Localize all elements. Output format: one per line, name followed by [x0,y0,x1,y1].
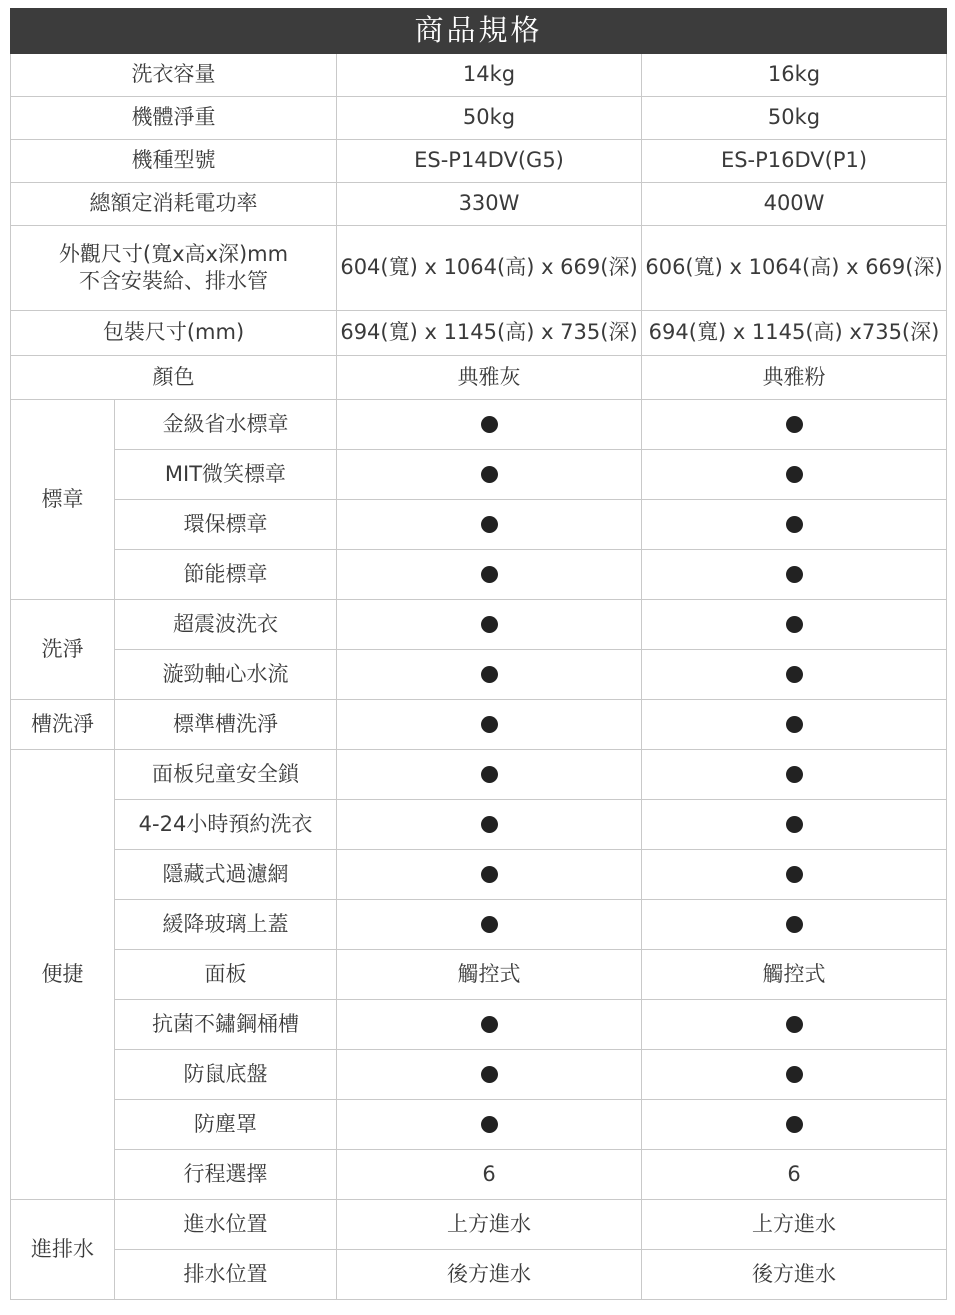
category-badges: 標章 [11,400,115,600]
feature-value-model-2 [642,800,947,850]
bullet-dot-icon [481,566,498,583]
feature-value-model-1 [337,700,642,750]
feature-value-model-2 [642,750,947,800]
bullet-dot-icon [786,666,803,683]
feature-label: 漩勁軸心水流 [115,650,337,700]
spec-value-model-2: 400W [642,183,947,226]
feature-row [11,500,947,550]
spec-label [11,226,337,311]
spec-row-power [11,183,947,226]
bullet-dot-icon [786,866,803,883]
spec-label: 機體淨重 [11,97,337,140]
bullet-dot-icon [481,866,498,883]
bullet-dot-icon [481,1016,498,1033]
feature-value-model-2 [642,500,947,550]
feature-value-model-2 [642,1050,947,1100]
spec-value-model-2: 50kg [642,97,947,140]
feature-value-model-2 [642,700,947,750]
spec-label: 包裝尺寸(mm) [11,311,337,356]
feature-label: 行程選擇 [115,1150,337,1200]
category-water: 進排水 [11,1200,115,1300]
feature-row [11,700,947,750]
feature-value-model-1 [337,500,642,550]
bullet-dot-icon [786,416,803,433]
bullet-dot-icon [481,466,498,483]
feature-row [11,450,947,500]
bullet-dot-icon [786,1116,803,1133]
bullet-dot-icon [786,766,803,783]
spec-label: 總額定消耗電功率 [11,183,337,226]
feature-row [11,950,947,1000]
spec-value-model-1: 典雅灰 [337,356,642,400]
spec-row-color [11,356,947,400]
feature-label: 進水位置 [115,1200,337,1250]
feature-row [11,1250,947,1300]
feature-value-model-2 [642,1000,947,1050]
spec-value-model-2: 16kg [642,54,947,97]
spec-row-package [11,311,947,356]
feature-value-model-1: 6 [337,1150,642,1200]
feature-label: 面板兒童安全鎖 [115,750,337,800]
feature-value-model-1 [337,450,642,500]
spec-value-model-1: 604(寬) x 1064(高) x 669(深) [337,226,642,311]
feature-label: 超震波洗衣 [115,600,337,650]
feature-value-model-2: 後方進水 [642,1250,947,1300]
table-title: 商品規格 [11,9,947,54]
spec-value-model-1: 50kg [337,97,642,140]
feature-row [11,750,947,800]
dimension-label-line1: 外觀尺寸(寬x高x深)mm [58,241,289,266]
bullet-dot-icon [481,516,498,533]
feature-value-model-1 [337,750,642,800]
bullet-dot-icon [786,1066,803,1083]
bullet-dot-icon [481,666,498,683]
bullet-dot-icon [786,516,803,533]
dimension-label-line2: 不含安裝給、排水管 [79,269,268,293]
spec-value-model-2: ES-P16DV(P1) [642,140,947,183]
feature-value-model-2 [642,550,947,600]
feature-value-model-2: 上方進水 [642,1200,947,1250]
spec-label: 洗衣容量 [11,54,337,97]
feature-label: 面板 [115,950,337,1000]
category-tub: 槽洗淨 [11,700,115,750]
category-wash: 洗淨 [11,600,115,700]
feature-row [11,600,947,650]
feature-row [11,1150,947,1200]
spec-row-capacity [11,54,947,97]
bullet-dot-icon [481,916,498,933]
spec-table [10,8,947,1300]
feature-row [11,900,947,950]
feature-label: 環保標章 [115,500,337,550]
bullet-dot-icon [481,416,498,433]
bullet-dot-icon [786,816,803,833]
feature-value-model-1: 觸控式 [337,950,642,1000]
spec-value-model-2: 606(寬) x 1064(高) x 669(深) [642,226,947,311]
feature-value-model-2 [642,850,947,900]
spec-row-model [11,140,947,183]
feature-row [11,1200,947,1250]
feature-value-model-2 [642,1100,947,1150]
feature-value-model-1 [337,1000,642,1050]
feature-value-model-1 [337,550,642,600]
feature-label: 排水位置 [115,1250,337,1300]
feature-row [11,1100,947,1150]
bullet-dot-icon [481,1116,498,1133]
feature-row [11,550,947,600]
feature-label: MIT微笑標章 [115,450,337,500]
feature-value-model-2 [642,450,947,500]
feature-value-model-2 [642,650,947,700]
feature-label: 隱藏式過濾網 [115,850,337,900]
bullet-dot-icon [786,1016,803,1033]
bullet-dot-icon [481,716,498,733]
feature-row [11,850,947,900]
bullet-dot-icon [786,466,803,483]
feature-label: 金級省水標章 [115,400,337,450]
feature-row [11,800,947,850]
feature-label: 防塵罩 [115,1100,337,1150]
spec-value-model-1: 694(寬) x 1145(高) x 735(深) [337,311,642,356]
spec-value-model-1: ES-P14DV(G5) [337,140,642,183]
feature-label: 標準槽洗淨 [115,700,337,750]
feature-row [11,1050,947,1100]
feature-value-model-1 [337,1050,642,1100]
feature-value-model-2 [642,400,947,450]
spec-value-model-1: 14kg [337,54,642,97]
feature-value-model-1 [337,800,642,850]
feature-value-model-2: 觸控式 [642,950,947,1000]
feature-value-model-1 [337,1100,642,1150]
feature-label: 緩降玻璃上蓋 [115,900,337,950]
feature-label: 節能標章 [115,550,337,600]
feature-value-model-2 [642,600,947,650]
feature-value-model-1 [337,850,642,900]
bullet-dot-icon [481,616,498,633]
feature-value-model-1 [337,900,642,950]
spec-value-model-1: 330W [337,183,642,226]
feature-value-model-1: 上方進水 [337,1200,642,1250]
feature-row [11,400,947,450]
feature-row [11,1000,947,1050]
feature-label: 抗菌不鏽鋼桶槽 [115,1000,337,1050]
feature-value-model-1: 後方進水 [337,1250,642,1300]
feature-value-model-1 [337,600,642,650]
category-convenience: 便捷 [11,750,115,1200]
bullet-dot-icon [786,566,803,583]
bullet-dot-icon [786,616,803,633]
spec-row-weight [11,97,947,140]
feature-label: 4-24小時預約洗衣 [115,800,337,850]
bullet-dot-icon [786,716,803,733]
bullet-dot-icon [786,916,803,933]
feature-value-model-1 [337,400,642,450]
feature-value-model-1 [337,650,642,700]
feature-value-model-2: 6 [642,1150,947,1200]
spec-value-model-2: 694(寬) x 1145(高) x735(深) [642,311,947,356]
feature-label: 防鼠底盤 [115,1050,337,1100]
spec-table-body [11,9,947,1300]
bullet-dot-icon [481,816,498,833]
feature-row [11,650,947,700]
feature-value-model-2 [642,900,947,950]
spec-value-model-2: 典雅粉 [642,356,947,400]
bullet-dot-icon [481,766,498,783]
bullet-dot-icon [481,1066,498,1083]
spec-row-dimension [11,226,947,311]
spec-label: 機種型號 [11,140,337,183]
spec-label: 顏色 [11,356,337,400]
